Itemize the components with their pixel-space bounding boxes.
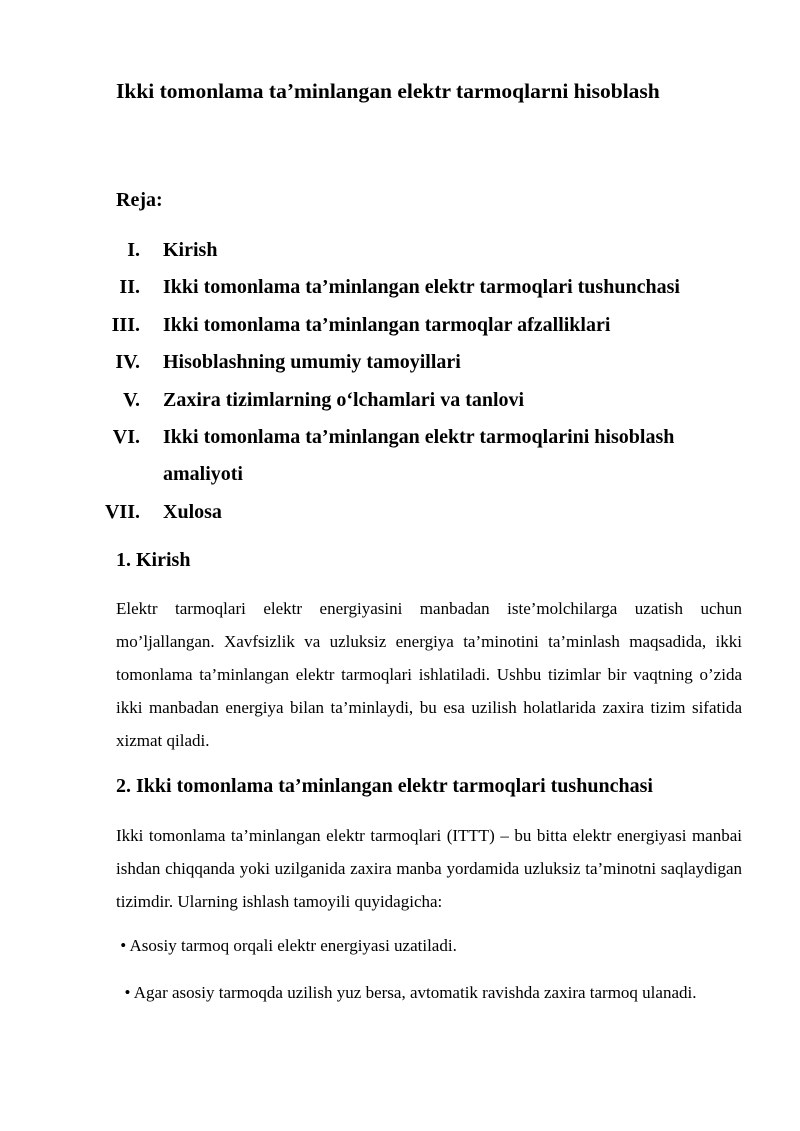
section-heading: 2. Ikki tomonlama ta’minlangan elektr tarmoqlari tushunchasi [116, 775, 653, 797]
plan-item [90, 269, 750, 306]
section-paragraph: Ikki tomonlama ta’minlangan elektr tarmoqlari (ITTT) – bu bitta elektr energiyasi manbai ishdan chiqqanda yoki uzilganida zaxira manba yordamida uzluksiz ta’minotni saqlaydigan tizimdir. Ularning ishlash tamoyili quyidagicha: [116, 826, 742, 911]
plan-item-text: Ikki tomonlama ta’minlangan elektr tarmoqlarini hisoblash amaliyoti [163, 426, 675, 486]
section-heading: 1. Kirish [116, 549, 191, 571]
section-paragraph: Elektr tarmoqlari elektr energiyasini manbadan iste’molchilarga uzatish uchun mo’ljallangan. Xavfsizlik va uzluksiz energiya ta’minotini ta’minlash maqsadida, ikki tomonlama ta’minlangan elektr tarmoqlari ishlatiladi. Ushbu tizimlar bir vaqtning o’zida ikki manbadan energiya bilan ta’minlaydi, bu esa uzilish holatlarida zaxira tizim sifatida xizmat qiladi. [116, 599, 742, 750]
plan-item [90, 494, 750, 531]
plan-item-text: Ikki tomonlama ta’minlangan elektr tarmoqlari tushunchasi [163, 276, 680, 299]
plan-item-number: IV. [115, 351, 140, 374]
plan-item [90, 382, 750, 419]
bullet-item: • Agar asosiy tarmoqda uzilish yuz bersa, avtomatik ravishda zaxira tarmoq ulanadi. [116, 983, 697, 1002]
plan-item [90, 419, 750, 494]
plan-item-number: II. [119, 276, 140, 299]
plan-item-text: Zaxira tizimlarning o‘lchamlari va tanlovi [163, 388, 525, 411]
plan-item [90, 344, 750, 381]
plan-list [90, 232, 750, 531]
plan-item-text: Xulosa [163, 500, 222, 523]
plan-item-number: VII. [104, 500, 140, 523]
plan-item [90, 232, 750, 269]
plan-item-text: Ikki tomonlama ta’minlangan tarmoqlar afzalliklari [163, 313, 611, 336]
document-title: Ikki tomonlama ta’minlangan elektr tarmoqlarni hisoblash [116, 79, 660, 103]
plan-item-text: Hisoblashning umumiy tamoyillari [163, 351, 461, 374]
plan-item-text: Kirish [163, 239, 218, 261]
plan-heading: Reja: [116, 189, 163, 211]
plan-item-number: VI. [112, 426, 140, 449]
plan-item-number: V. [123, 388, 140, 411]
plan-item [90, 307, 750, 344]
bullet-item: • Asosiy tarmoq orqali elektr energiyasi uzatiladi. [116, 936, 457, 955]
plan-item-number: III. [111, 313, 140, 336]
plan-item-number: I. [127, 239, 140, 261]
